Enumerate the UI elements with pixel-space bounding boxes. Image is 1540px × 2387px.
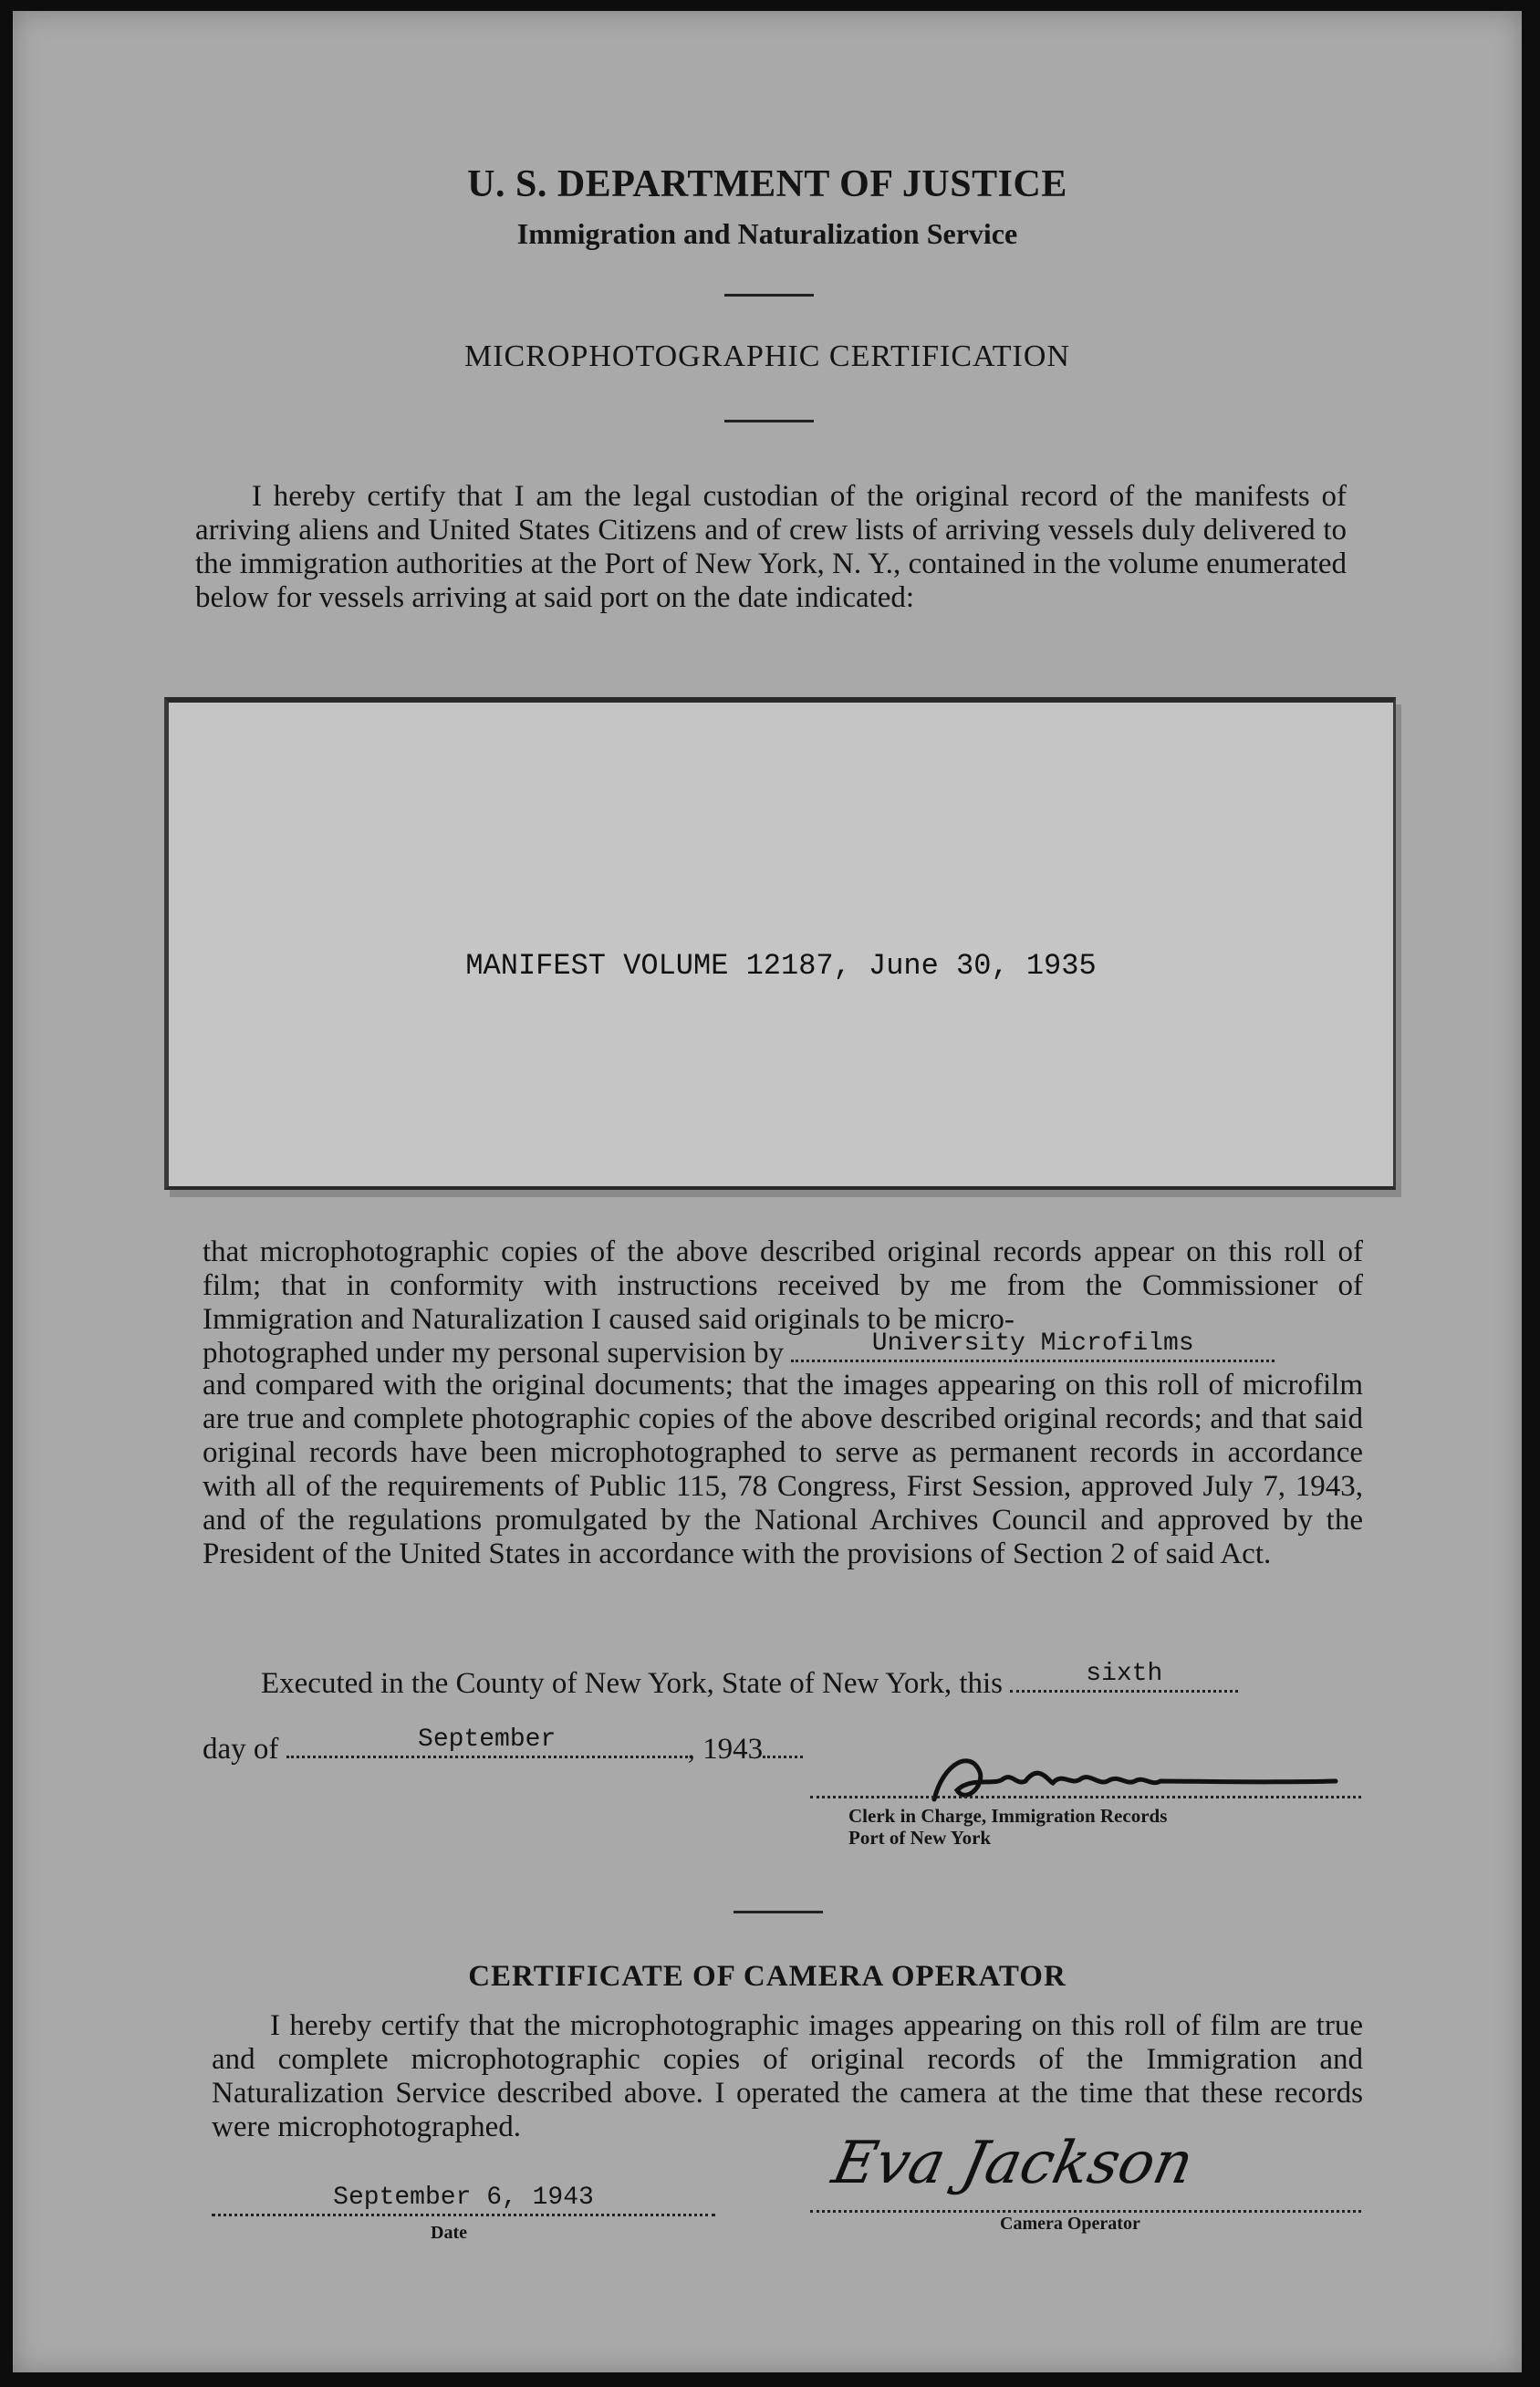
photographed-by-label: photographed under my personal supervision by (203, 1337, 784, 1370)
clerk-title-line2: Port of New York (848, 1827, 992, 1849)
date-value: September 6, 1943 (333, 2184, 594, 2212)
divider-rule (734, 1911, 823, 1913)
divider-rule (724, 294, 814, 297)
intro-paragraph: I hereby certify that I am the legal custodian of the original record of the manifests of arriving aliens and United States Citizens and of crew lists of arriving vessels duly delivered to the immigration authorities at the Port of New York, N. Y., contained in the volume enumerated below for vessels arriving at said port on the date indicated: (195, 480, 1347, 614)
camera-operator-title: CERTIFICATE OF CAMERA OPERATOR (468, 1960, 1067, 1993)
camera-operator-paragraph: I hereby certify that the microphotographic images appearing on this roll of film are true and complete microphotographic copies of original records of the Immigration and Naturalization Service described above. I operated the camera at the time that these records were microphotographed. (212, 2009, 1363, 2143)
photographed-by-line (203, 1329, 1275, 1371)
agency-heading: U. S. DEPARTMENT OF JUSTICE (467, 163, 1067, 205)
month-field (286, 1725, 688, 1758)
date-field (212, 2181, 715, 2216)
volume-slip-text: MANIFEST VOLUME 12187, June 30, 1935 (465, 949, 1097, 983)
executed-day-field (1010, 1660, 1238, 1693)
certificate-sheet (13, 11, 1522, 2372)
clerk-title-line1: Clerk in Charge, Immigration Records (848, 1805, 1168, 1827)
operator-signature-line (810, 2210, 1361, 2213)
year-dots (763, 1728, 803, 1758)
day-of-line (203, 1725, 803, 1767)
body-paragraph-1: that microphotographic copies of the above described original records appear on this roll of film; that in conformity with instructions received by me from the Commissioner of Immigration and Naturalization I caused said originals to be micro- (203, 1235, 1363, 1336)
clerk-signature-line (810, 1796, 1361, 1798)
photographed-by-value: University Microfilms (871, 1329, 1194, 1358)
body-paragraph-2: and compared with the original documents; that the images appearing on this roll of microfilm are true and complete photographic copies of the above described original records; and that said original records have been microphotographed to serve as permanent records in accordance with all of the requirements of Public 115, 78 Congress, First Session, approved July 7, 1943, and of the regulations promulgated by the National Archives Council and approved by the President of the United States in accordance with the provisions of Section 2 of said Act. (203, 1369, 1363, 1570)
certification-title: MICROPHOTOGRAPHIC CERTIFICATION (463, 339, 1070, 373)
operator-label: Camera Operator (1000, 2214, 1140, 2234)
executed-label: Executed in the County of New York, State of New York, this (261, 1667, 1004, 1700)
date-label: Date (431, 2223, 467, 2243)
volume-slip (164, 697, 1396, 1190)
photographed-by-field (791, 1329, 1275, 1362)
divider-rule (724, 420, 814, 422)
day-of-label: day of (203, 1733, 279, 1766)
service-subheading: Immigration and Naturalization Service (516, 217, 1018, 250)
executed-line (261, 1660, 1238, 1701)
operator-signature: Eva Jackson (827, 2130, 1200, 2197)
year-text: , 1943 (687, 1733, 764, 1766)
executed-day-value: sixth (1086, 1660, 1163, 1688)
month-value: September (418, 1725, 557, 1754)
